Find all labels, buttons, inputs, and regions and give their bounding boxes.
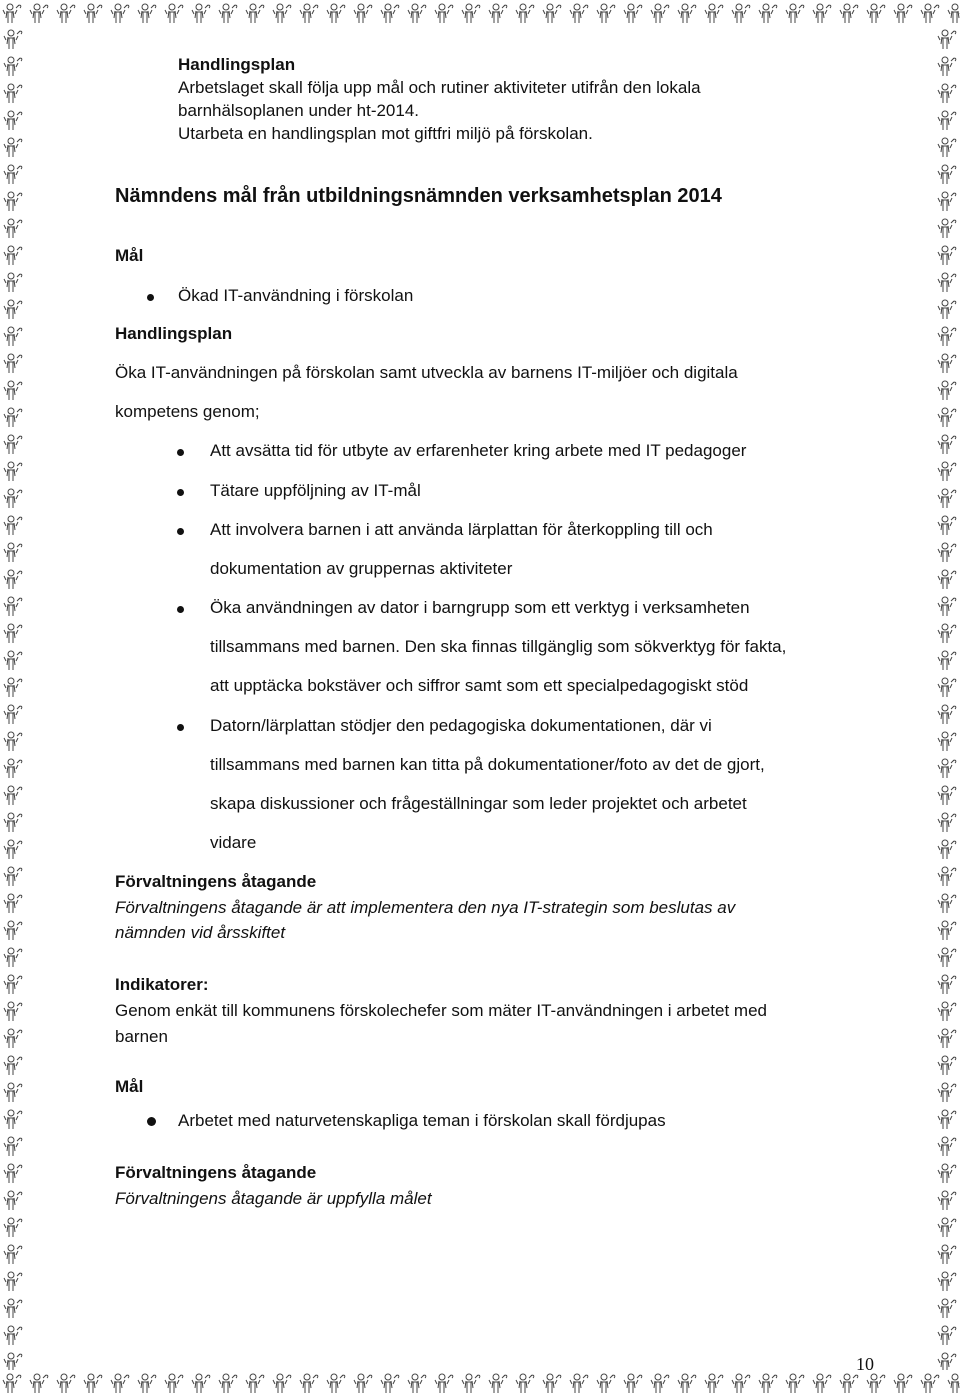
bullet-dot — [147, 1117, 156, 1126]
goal-bullet-text: Ökad IT-användning i förskolan — [178, 286, 414, 305]
intro-line: Utarbeta en handlingsplan mot giftfri miljö på förskolan. — [178, 124, 593, 143]
admin-line: Förvaltningens åtagande är att implementera den nya IT-strategin som beslutas av — [115, 898, 736, 917]
intro-line: barnhälsoplanen under ht-2014. — [178, 101, 420, 120]
goal-bullet — [178, 286, 413, 306]
intro-line: Arbetslaget skall följa upp mål och rutiner aktiviteter utifrån den lokala — [178, 78, 701, 97]
plan-line: Öka IT-användningen på förskolan samt utveckla av barnens IT-miljöer och digitala — [115, 363, 738, 382]
intro-section — [178, 53, 701, 145]
list-item-text: Tätare uppföljning av IT-mål — [210, 481, 421, 500]
goal-label: Mål — [115, 246, 144, 265]
admin-heading: Förvaltningens åtagande — [115, 872, 317, 891]
list-item — [210, 598, 750, 618]
bullet-dot — [177, 724, 184, 731]
admin-line: nämnden vid årsskiftet — [115, 923, 286, 942]
bullet-dot — [177, 489, 184, 496]
list-item-text: Att avsätta tid för utbyte av erfarenheter kring arbete med IT pedagoger — [210, 441, 747, 460]
list-item — [210, 520, 713, 540]
goal-bullet-text: Arbetet med naturvetenskapliga teman i förskolan skall fördjupas — [178, 1111, 666, 1130]
bullet-dot — [177, 528, 184, 535]
page-number: 10 — [856, 1354, 874, 1374]
bullet-dot — [177, 449, 184, 456]
goal-label: Mål — [115, 1077, 144, 1096]
bullet-dot — [147, 294, 154, 301]
list-item-text: Att involvera barnen i att använda lärplattan för återkoppling till och — [210, 520, 713, 539]
indicator-line: barnen — [115, 1027, 168, 1046]
indicator-line: Genom enkät till kommunens förskolechefer som mäter IT-användningen i arbetet med — [115, 1001, 767, 1020]
list-item — [210, 716, 712, 736]
admin-heading: Förvaltningens åtagande — [115, 1163, 317, 1182]
indicator-heading: Indikatorer: — [115, 975, 209, 994]
admin-line: Förvaltningens åtagande är uppfylla målet — [115, 1189, 432, 1208]
list-item-continued: tillsammans med barnen. Den ska finnas tillgänglig som sökverktyg för fakta, — [210, 637, 787, 656]
list-item-continued: dokumentation av gruppernas aktiviteter — [210, 559, 513, 578]
list-item-continued: vidare — [210, 833, 257, 852]
list-item-text: Öka användningen av dator i barngrupp som ett verktyg i verksamheten — [210, 598, 750, 617]
plan-line: kompetens genom; — [115, 402, 260, 421]
list-item — [210, 441, 746, 461]
section-title: Nämndens mål från utbildningsnämnden verksamhetsplan 2014 — [115, 185, 722, 207]
list-item-continued: skapa diskussioner och frågeställningar som leder projektet och arbetet — [210, 794, 747, 813]
bullet-dot — [177, 606, 184, 613]
list-item — [210, 481, 421, 501]
intro-heading: Handlingsplan — [178, 55, 296, 74]
goal-bullet — [178, 1111, 666, 1131]
plan-heading: Handlingsplan — [115, 324, 233, 343]
list-item-text: Datorn/lärplattan stödjer den pedagogiska dokumentationen, där vi — [210, 716, 712, 735]
list-item-continued: att upptäcka bokstäver och siffror samt som ett specialpedagogiskt stöd — [210, 676, 749, 695]
list-item-continued: tillsammans med barnen kan titta på dokumentationer/foto av det de gjort, — [210, 755, 765, 774]
